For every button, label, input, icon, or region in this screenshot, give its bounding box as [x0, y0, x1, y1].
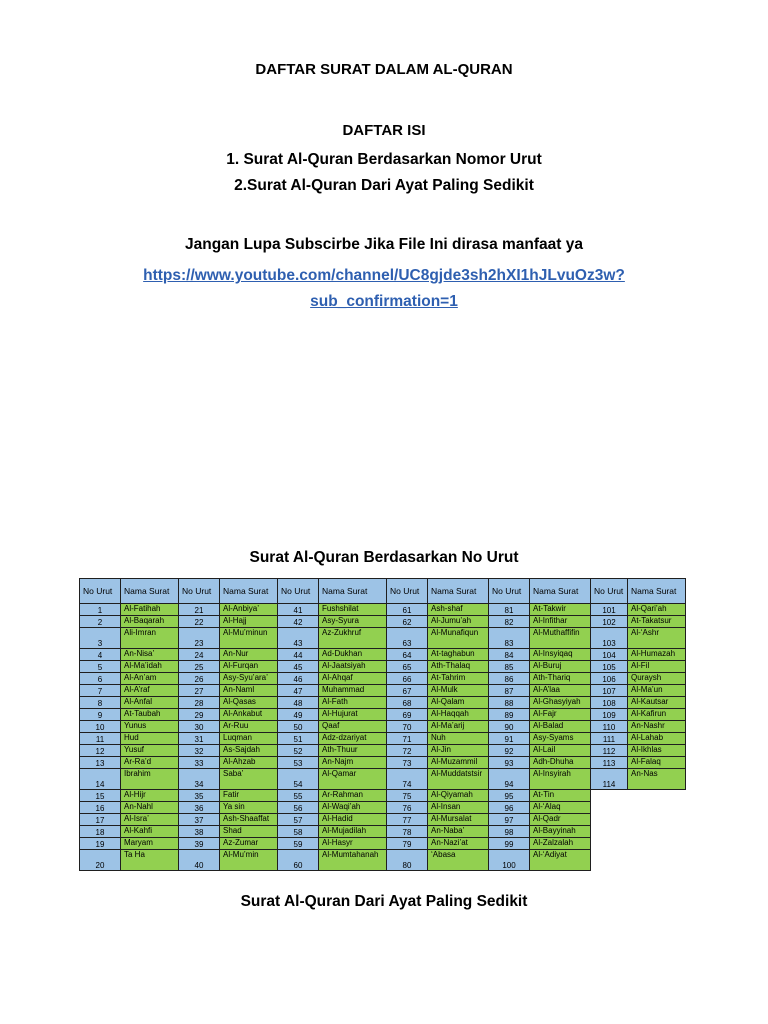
cell-nama-surat: An-Nahl [121, 802, 179, 814]
cell-no-urut: 24 [179, 649, 220, 661]
cell-no-urut: 114 [591, 769, 628, 790]
cell-nama-surat: Ad-Dukhan [319, 649, 387, 661]
cell-no-urut: 113 [591, 757, 628, 769]
toc-heading: DAFTAR ISI [342, 122, 426, 139]
cell-no-urut: 78 [387, 826, 428, 838]
cell-nama-surat: Ath-Thuur [319, 745, 387, 757]
table-row [80, 709, 686, 721]
table-row [80, 790, 686, 802]
cell-nama-surat: Al-Kafirun [628, 709, 686, 721]
cell-nama-surat: Az-Zumar [220, 838, 278, 850]
cell-nama-surat: Al-Falaq [628, 757, 686, 769]
cell-nama-surat: Asy-Syu’ara’ [220, 673, 278, 685]
cell-no-urut: 107 [591, 685, 628, 697]
cell-nama-surat: Fushshilat [319, 604, 387, 616]
cell-nama-surat: Al-Hadid [319, 814, 387, 826]
cell-no-urut: 18 [80, 826, 121, 838]
cell-no-urut: 84 [489, 649, 530, 661]
cell-no-urut: 14 [80, 769, 121, 790]
cell-no-urut: 39 [179, 838, 220, 850]
cell-nama-surat: Al-Mulk [428, 685, 489, 697]
cell-nama-surat: Al-Humazah [628, 649, 686, 661]
cell-nama-surat: Al-Mumtahanah [319, 850, 387, 871]
cell-no-urut: 106 [591, 673, 628, 685]
table-row [80, 826, 686, 838]
cell-no-urut: 38 [179, 826, 220, 838]
cell-nama-surat: Shad [220, 826, 278, 838]
cell-nama-surat: Fatir [220, 790, 278, 802]
empty-cell [591, 802, 628, 814]
cell-no-urut: 112 [591, 745, 628, 757]
cell-no-urut: 7 [80, 685, 121, 697]
cell-no-urut: 71 [387, 733, 428, 745]
cell-no-urut: 36 [179, 802, 220, 814]
cell-nama-surat: Yusuf [121, 745, 179, 757]
cell-nama-surat: Az-Zukhruf [319, 628, 387, 649]
cell-no-urut: 55 [278, 790, 319, 802]
cell-nama-surat: Hud [121, 733, 179, 745]
cell-nama-surat: Al-Balad [530, 721, 591, 733]
cell-nama-surat: Al-Ahqaf [319, 673, 387, 685]
cell-no-urut: 15 [80, 790, 121, 802]
cell-nama-surat: Al-Mu’min [220, 850, 278, 871]
cell-nama-surat: Ta Ha [121, 850, 179, 871]
cell-no-urut: 64 [387, 649, 428, 661]
surat-table [79, 578, 686, 871]
cell-no-urut: 28 [179, 697, 220, 709]
cell-no-urut: 26 [179, 673, 220, 685]
cell-no-urut: 103 [591, 628, 628, 649]
cell-no-urut: 59 [278, 838, 319, 850]
cell-no-urut: 67 [387, 685, 428, 697]
cell-no-urut: 58 [278, 826, 319, 838]
header-nama-surat: Nama Surat [220, 579, 278, 604]
cell-nama-surat: Al-Mu’minun [220, 628, 278, 649]
cell-nama-surat: Saba’ [220, 769, 278, 790]
cell-no-urut: 95 [489, 790, 530, 802]
cell-nama-surat: Yunus [121, 721, 179, 733]
cell-no-urut: 4 [80, 649, 121, 661]
table-row [80, 838, 686, 850]
cell-nama-surat: Al-Lahab [628, 733, 686, 745]
cell-nama-surat: Ash-Shaaffat [220, 814, 278, 826]
table-header-row [80, 579, 686, 604]
cell-no-urut: 82 [489, 616, 530, 628]
cell-nama-surat: An-Nazi’at [428, 838, 489, 850]
cell-no-urut: 2 [80, 616, 121, 628]
table-row [80, 604, 686, 616]
cell-no-urut: 88 [489, 697, 530, 709]
cell-no-urut: 73 [387, 757, 428, 769]
cell-no-urut: 29 [179, 709, 220, 721]
cell-nama-surat: Al-Ankabut [220, 709, 278, 721]
cell-nama-surat: An-Nisa’ [121, 649, 179, 661]
cell-nama-surat: Al-A’laa [530, 685, 591, 697]
cell-no-urut: 76 [387, 802, 428, 814]
cell-nama-surat: Al-Munafiqun [428, 628, 489, 649]
cell-nama-surat: Ash-shaf [428, 604, 489, 616]
cell-no-urut: 33 [179, 757, 220, 769]
cell-nama-surat: At-Tahrim [428, 673, 489, 685]
cell-no-urut: 109 [591, 709, 628, 721]
cell-no-urut: 77 [387, 814, 428, 826]
cell-no-urut: 34 [179, 769, 220, 790]
cell-no-urut: 75 [387, 790, 428, 802]
youtube-link-line-1[interactable]: https://www.youtube.com/channel/UC8gjde3sh2hXI1hJLvuOz3w? [143, 267, 625, 284]
table-row [80, 769, 686, 790]
table-row [80, 616, 686, 628]
cell-no-urut: 92 [489, 745, 530, 757]
cell-no-urut: 72 [387, 745, 428, 757]
cell-no-urut: 68 [387, 697, 428, 709]
cell-no-urut: 9 [80, 709, 121, 721]
cell-no-urut: 19 [80, 838, 121, 850]
cell-nama-surat: Al-Qiyamah [428, 790, 489, 802]
cell-nama-surat: At-Takwir [530, 604, 591, 616]
cell-nama-surat: Al-Fatihah [121, 604, 179, 616]
table-row [80, 649, 686, 661]
cell-nama-surat: Al-Jaatsiyah [319, 661, 387, 673]
cell-nama-surat: Al-Haqqah [428, 709, 489, 721]
cell-no-urut: 94 [489, 769, 530, 790]
cell-nama-surat: Al-Qari’ah [628, 604, 686, 616]
cell-no-urut: 61 [387, 604, 428, 616]
cell-nama-surat: An-Naba’ [428, 826, 489, 838]
cell-nama-surat: Al-Infithar [530, 616, 591, 628]
cell-no-urut: 17 [80, 814, 121, 826]
cell-no-urut: 91 [489, 733, 530, 745]
cell-nama-surat: Al-Qamar [319, 769, 387, 790]
cell-nama-surat: Al-Hajj [220, 616, 278, 628]
cell-no-urut: 83 [489, 628, 530, 649]
cell-nama-surat: Al-Fajr [530, 709, 591, 721]
cell-nama-surat: Adz-dzariyat [319, 733, 387, 745]
cell-no-urut: 8 [80, 697, 121, 709]
table-row [80, 745, 686, 757]
table-row [80, 628, 686, 649]
cell-no-urut: 79 [387, 838, 428, 850]
cell-no-urut: 101 [591, 604, 628, 616]
cell-no-urut: 37 [179, 814, 220, 826]
cell-nama-surat: Ibrahim [121, 769, 179, 790]
cell-no-urut: 70 [387, 721, 428, 733]
youtube-link-line-2[interactable]: sub_confirmation=1 [310, 293, 458, 310]
header-no-urut: No Urut [179, 579, 220, 604]
cell-no-urut: 108 [591, 697, 628, 709]
cell-no-urut: 90 [489, 721, 530, 733]
cell-no-urut: 99 [489, 838, 530, 850]
cell-nama-surat: Al-Ma’un [628, 685, 686, 697]
header-nama-surat: Nama Surat [628, 579, 686, 604]
empty-cell [591, 850, 628, 871]
cell-no-urut: 62 [387, 616, 428, 628]
cell-no-urut: 86 [489, 673, 530, 685]
cell-no-urut: 16 [80, 802, 121, 814]
cell-nama-surat: Adh-Dhuha [530, 757, 591, 769]
cell-nama-surat: Al-Muzammil [428, 757, 489, 769]
cell-nama-surat: At-Taubah [121, 709, 179, 721]
cell-nama-surat: Al-Mujadilah [319, 826, 387, 838]
cell-no-urut: 50 [278, 721, 319, 733]
cell-nama-surat: Al-Insan [428, 802, 489, 814]
cell-no-urut: 41 [278, 604, 319, 616]
cell-no-urut: 74 [387, 769, 428, 790]
cell-no-urut: 53 [278, 757, 319, 769]
section-1-title: Surat Al-Quran Berdasarkan No Urut [249, 549, 519, 566]
cell-no-urut: 98 [489, 826, 530, 838]
empty-cell [628, 826, 686, 838]
cell-no-urut: 20 [80, 850, 121, 871]
cell-nama-surat: An-Najm [319, 757, 387, 769]
header-no-urut: No Urut [80, 579, 121, 604]
cell-nama-surat: Muhammad [319, 685, 387, 697]
cell-no-urut: 56 [278, 802, 319, 814]
cell-no-urut: 87 [489, 685, 530, 697]
cell-no-urut: 45 [278, 661, 319, 673]
cell-no-urut: 105 [591, 661, 628, 673]
cell-no-urut: 102 [591, 616, 628, 628]
cell-nama-surat: Al-Ikhlas [628, 745, 686, 757]
header-nama-surat: Nama Surat [530, 579, 591, 604]
cell-nama-surat: Al-Insyirah [530, 769, 591, 790]
cell-nama-surat: At-taghabun [428, 649, 489, 661]
cell-nama-surat: Al-Fath [319, 697, 387, 709]
cell-no-urut: 44 [278, 649, 319, 661]
cell-nama-surat: Al-Anbiya’ [220, 604, 278, 616]
cell-nama-surat: Al-Mursalat [428, 814, 489, 826]
cell-nama-surat: An-Nashr [628, 721, 686, 733]
cell-no-urut: 21 [179, 604, 220, 616]
cell-no-urut: 81 [489, 604, 530, 616]
cell-no-urut: 25 [179, 661, 220, 673]
cell-nama-surat: Al-Jumu’ah [428, 616, 489, 628]
cell-no-urut: 69 [387, 709, 428, 721]
cell-nama-surat: Al-Anfal [121, 697, 179, 709]
toc-item-1[interactable]: 1. Surat Al-Quran Berdasarkan Nomor Urut [226, 151, 542, 168]
header-no-urut: No Urut [489, 579, 530, 604]
cell-no-urut: 100 [489, 850, 530, 871]
cell-no-urut: 93 [489, 757, 530, 769]
table-row [80, 697, 686, 709]
cell-nama-surat: Al-‘Ashr [628, 628, 686, 649]
cell-nama-surat: Al-Qalam [428, 697, 489, 709]
cell-no-urut: 89 [489, 709, 530, 721]
cell-nama-surat: Al-Ma’idah [121, 661, 179, 673]
cell-no-urut: 1 [80, 604, 121, 616]
cell-nama-surat: Al-Waqi’ah [319, 802, 387, 814]
table-row [80, 661, 686, 673]
cell-nama-surat: Nuh [428, 733, 489, 745]
cell-no-urut: 12 [80, 745, 121, 757]
cell-nama-surat: Ath-Thariq [530, 673, 591, 685]
empty-cell [591, 838, 628, 850]
cell-no-urut: 30 [179, 721, 220, 733]
cell-nama-surat: Al-Zalzalah [530, 838, 591, 850]
cell-nama-surat: Al-Baqarah [121, 616, 179, 628]
cell-no-urut: 51 [278, 733, 319, 745]
cell-nama-surat: ‘Abasa [428, 850, 489, 871]
cell-no-urut: 63 [387, 628, 428, 649]
header-no-urut: No Urut [278, 579, 319, 604]
cell-nama-surat: Al-Bayyinah [530, 826, 591, 838]
cell-no-urut: 60 [278, 850, 319, 871]
cell-no-urut: 5 [80, 661, 121, 673]
empty-cell [628, 850, 686, 871]
document-title: DAFTAR SURAT DALAM AL-QURAN [255, 61, 513, 78]
cell-nama-surat: Ya sin [220, 802, 278, 814]
empty-cell [591, 790, 628, 802]
toc-item-2[interactable]: 2.Surat Al-Quran Dari Ayat Paling Sedikit [234, 177, 534, 194]
cell-nama-surat: Al-Isra’ [121, 814, 179, 826]
cell-nama-surat: Asy-Syura [319, 616, 387, 628]
cell-nama-surat: Al-Hujurat [319, 709, 387, 721]
youtube-link[interactable] [0, 263, 768, 315]
cell-nama-surat: Maryam [121, 838, 179, 850]
cell-nama-surat: Asy-Syams [530, 733, 591, 745]
table-row [80, 673, 686, 685]
cell-no-urut: 65 [387, 661, 428, 673]
cell-nama-surat: At-Tin [530, 790, 591, 802]
empty-cell [628, 790, 686, 802]
table-row [80, 685, 686, 697]
cell-nama-surat: Al-Muddatstsir [428, 769, 489, 790]
empty-cell [591, 814, 628, 826]
table-row [80, 733, 686, 745]
cell-nama-surat: Al-Ma’arij [428, 721, 489, 733]
cell-no-urut: 46 [278, 673, 319, 685]
cell-no-urut: 22 [179, 616, 220, 628]
cell-nama-surat: An-Nas [628, 769, 686, 790]
cell-nama-surat: As-Sajdah [220, 745, 278, 757]
table-row [80, 802, 686, 814]
cell-no-urut: 96 [489, 802, 530, 814]
empty-cell [628, 802, 686, 814]
table-row [80, 721, 686, 733]
cell-nama-surat: Al-‘Alaq [530, 802, 591, 814]
cell-no-urut: 13 [80, 757, 121, 769]
cell-no-urut: 80 [387, 850, 428, 871]
cell-nama-surat: Al-A’raf [121, 685, 179, 697]
cell-nama-surat: Al-Furqan [220, 661, 278, 673]
cell-nama-surat: Al-‘Adiyat [530, 850, 591, 871]
header-no-urut: No Urut [387, 579, 428, 604]
cell-no-urut: 85 [489, 661, 530, 673]
cell-no-urut: 47 [278, 685, 319, 697]
cell-no-urut: 57 [278, 814, 319, 826]
cell-no-urut: 32 [179, 745, 220, 757]
cell-nama-surat: Al-Jin [428, 745, 489, 757]
cell-no-urut: 66 [387, 673, 428, 685]
cell-nama-surat: Ar-Rahman [319, 790, 387, 802]
section-2-title: Surat Al-Quran Dari Ayat Paling Sedikit [240, 893, 528, 910]
cell-no-urut: 54 [278, 769, 319, 790]
empty-cell [628, 838, 686, 850]
cell-no-urut: 110 [591, 721, 628, 733]
header-nama-surat: Nama Surat [319, 579, 387, 604]
header-nama-surat: Nama Surat [121, 579, 179, 604]
cell-nama-surat: Qaaf [319, 721, 387, 733]
cell-nama-surat: At-Takatsur [628, 616, 686, 628]
cell-no-urut: 43 [278, 628, 319, 649]
cell-nama-surat: Al-Kahfi [121, 826, 179, 838]
cell-nama-surat: Al-Muthaffifin [530, 628, 591, 649]
cell-nama-surat: Al-An’am [121, 673, 179, 685]
cell-no-urut: 49 [278, 709, 319, 721]
cell-nama-surat: Al-Hijr [121, 790, 179, 802]
cell-no-urut: 23 [179, 628, 220, 649]
cell-no-urut: 104 [591, 649, 628, 661]
cell-no-urut: 42 [278, 616, 319, 628]
empty-cell [591, 826, 628, 838]
cell-nama-surat: Al-Ahzab [220, 757, 278, 769]
header-no-urut: No Urut [591, 579, 628, 604]
cell-nama-surat: An-Naml [220, 685, 278, 697]
cell-nama-surat: Al-Lail [530, 745, 591, 757]
cell-nama-surat: Luqman [220, 733, 278, 745]
cell-no-urut: 111 [591, 733, 628, 745]
cell-nama-surat: Al-Kautsar [628, 697, 686, 709]
cell-no-urut: 48 [278, 697, 319, 709]
cell-no-urut: 52 [278, 745, 319, 757]
cell-no-urut: 35 [179, 790, 220, 802]
cell-no-urut: 27 [179, 685, 220, 697]
cell-no-urut: 6 [80, 673, 121, 685]
cell-nama-surat: Al-Fil [628, 661, 686, 673]
cell-no-urut: 10 [80, 721, 121, 733]
cell-nama-surat: Al-Qadr [530, 814, 591, 826]
cell-nama-surat: Ali-Imran [121, 628, 179, 649]
cell-nama-surat: Al-Ghasyiyah [530, 697, 591, 709]
cell-nama-surat: Al-Qasas [220, 697, 278, 709]
cell-no-urut: 3 [80, 628, 121, 649]
cell-nama-surat: An-Nur [220, 649, 278, 661]
cell-no-urut: 97 [489, 814, 530, 826]
cell-nama-surat: Ar-Ruu [220, 721, 278, 733]
cell-no-urut: 11 [80, 733, 121, 745]
subscribe-note: Jangan Lupa Subscirbe Jika File Ini dirasa manfaat ya [185, 236, 583, 253]
cell-nama-surat: Al-Buruj [530, 661, 591, 673]
cell-no-urut: 31 [179, 733, 220, 745]
cell-no-urut: 40 [179, 850, 220, 871]
header-nama-surat: Nama Surat [428, 579, 489, 604]
cell-nama-surat: Al-Hasyr [319, 838, 387, 850]
cell-nama-surat: Ar-Ra’d [121, 757, 179, 769]
cell-nama-surat: Al-Insyiqaq [530, 649, 591, 661]
table-row [80, 814, 686, 826]
table-row [80, 850, 686, 871]
cell-nama-surat: Quraysh [628, 673, 686, 685]
empty-cell [628, 814, 686, 826]
cell-nama-surat: Ath-Thalaq [428, 661, 489, 673]
table-row [80, 757, 686, 769]
